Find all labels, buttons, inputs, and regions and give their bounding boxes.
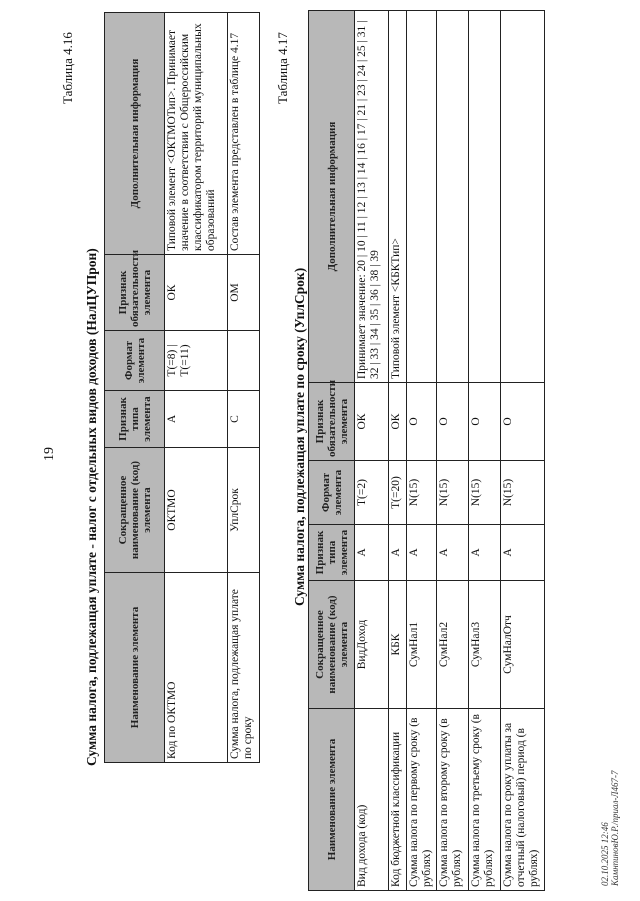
cell-required: О (501, 383, 545, 461)
cell-format (228, 331, 260, 391)
table-label-4-17: Таблица 4.17 (275, 32, 290, 104)
table-title-4-16: Сумма налога, подлежащая уплате - налог с отдельных видов доходов (НалЦУПрон) (84, 248, 99, 766)
cell-format: N(15) (407, 461, 437, 525)
cell-info: Типовой элемент <КБКТип> (389, 11, 407, 383)
cell-type: С (228, 391, 260, 448)
cell-info (501, 11, 545, 383)
stamp-id: КамнпиновЮ.Р./приал-Л467-7 (610, 770, 620, 886)
cell-type: А (407, 525, 437, 581)
cell-format: N(15) (501, 461, 545, 525)
cell-code: ВидДоход (355, 581, 389, 709)
cell-info: Типовой элемент <ОКТМОТип>. Принимает значение в соответствии с Общероссийским классификатором территорий муниципальных образований (165, 13, 228, 255)
cell-info: Принимает значение: 20 | 10 | 11 | 12 | 13 | 14 | 16 | 17 | 21 | 23 | 24 | 25 | 31 | 32 | 33 | 34 | 35 | 36 | 38 | 39 (355, 11, 389, 383)
cell-name: Сумма налога по второму сроку (в рублях) (437, 709, 469, 891)
table-header-row (309, 11, 355, 891)
cell-code: КБК (389, 581, 407, 709)
cell-code: СумНал3 (469, 581, 501, 709)
header-cell: Формат элемента (105, 331, 165, 391)
stamp-date: 02.10.2025 12:46 (600, 822, 610, 886)
cell-type: А (437, 525, 469, 581)
table-row (355, 11, 389, 891)
cell-type: А (501, 525, 545, 581)
cell-name: Вид дохода (код) (355, 709, 389, 891)
header-cell: Наименование элемента (309, 709, 355, 891)
table-row (437, 11, 469, 891)
table-label-4-16: Таблица 4.16 (60, 32, 75, 104)
cell-code: СумНал1 (407, 581, 437, 709)
cell-format: T(=20) (389, 461, 407, 525)
cell-format: T(=8) | T(=11) (165, 331, 228, 391)
table-title-4-17: Сумма налога, подлежащая уплате по сроку (УплСрок) (292, 267, 307, 606)
table-4-16 (104, 12, 260, 763)
cell-info (407, 11, 437, 383)
cell-info: Состав элемента представлен в таблице 4.17 (228, 13, 260, 255)
cell-required: ОМ (228, 255, 260, 331)
table-row (165, 13, 228, 763)
header-cell: Сокращенное наименование (код) элемента (105, 448, 165, 573)
cell-code: СумНал2 (437, 581, 469, 709)
cell-name: Код по ОКТМО (165, 573, 228, 763)
header-cell: Дополнительная информация (309, 11, 355, 383)
cell-type: А (389, 525, 407, 581)
cell-required: ОК (355, 383, 389, 461)
cell-type: А (469, 525, 501, 581)
header-cell: Сокращенное наименование (код) элемента (309, 581, 355, 709)
cell-required: ОК (165, 255, 228, 331)
header-cell: Признак обязательности элемента (105, 255, 165, 331)
cell-format: N(15) (437, 461, 469, 525)
cell-code: СумНалОтч (501, 581, 545, 709)
cell-name: Сумма налога по сроку уплаты за отчетный (налоговый) период (в рублях) (501, 709, 545, 891)
cell-name: Сумма налога по третьему сроку (в рублях) (469, 709, 501, 891)
cell-format: N(15) (469, 461, 501, 525)
table-row (501, 11, 545, 891)
header-cell: Дополнительная информация (105, 13, 165, 255)
cell-type: А (165, 391, 228, 448)
table-row (389, 11, 407, 891)
header-cell: Признак типа элемента (309, 525, 355, 581)
cell-name: Код бюджетной классификации (389, 709, 407, 891)
cell-required: О (437, 383, 469, 461)
cell-type: А (355, 525, 389, 581)
header-cell: Признак обязательности элемента (309, 383, 355, 461)
cell-format: T(=2) (355, 461, 389, 525)
header-cell: Признак типа элемента (105, 391, 165, 448)
table-row (407, 11, 437, 891)
cell-info (437, 11, 469, 383)
print-stamp (600, 771, 620, 886)
header-cell: Наименование элемента (105, 573, 165, 763)
cell-code: УплСрок (228, 448, 260, 573)
cell-info (469, 11, 501, 383)
table-header-row (105, 13, 165, 763)
table-4-17 (308, 10, 545, 891)
table-row (469, 11, 501, 891)
cell-name: Сумма налога по первому сроку (в рублях) (407, 709, 437, 891)
page-number: 19 (42, 447, 57, 461)
cell-name: Сумма налога, подлежащая уплате по сроку (228, 573, 260, 763)
cell-required: О (469, 383, 501, 461)
cell-required: ОК (389, 383, 407, 461)
cell-required: О (407, 383, 437, 461)
header-cell: Формат элемента (309, 461, 355, 525)
table-row (228, 13, 260, 763)
cell-code: ОКТМО (165, 448, 228, 573)
